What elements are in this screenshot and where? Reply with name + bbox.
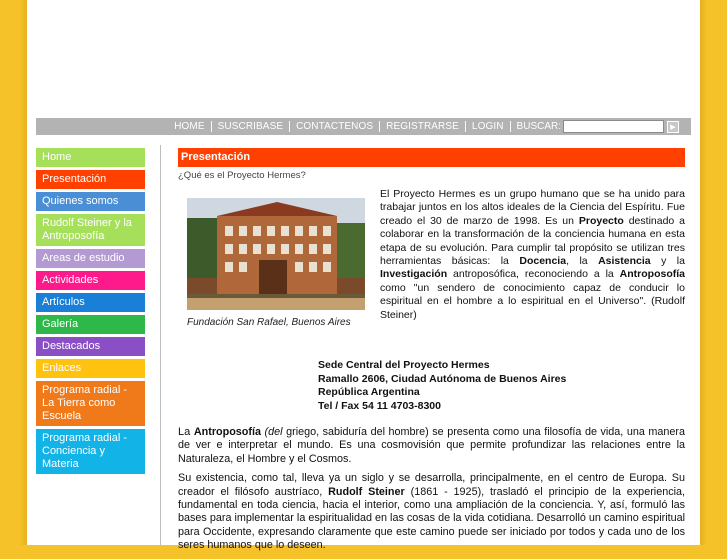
address-line: República Argentina — [318, 386, 420, 399]
page — [27, 0, 700, 552]
intro-text: y la — [650, 255, 685, 268]
intro-bold: Docencia — [519, 255, 567, 268]
sidebar-item-articulos[interactable]: Artículos — [36, 293, 145, 312]
intro-text: , la — [566, 255, 599, 268]
sidebar-item-radio-conciencia[interactable]: Programa radial - Conciencia y Materia — [36, 429, 145, 474]
intro-text: El Proyecto Hermes es un grupo humano que se ha unido para trabajar juntos en los altos ideales de la Ciencia del Espíritu. Fue creado el 30 de marzo de 1998. Es un — [380, 188, 685, 227]
intro-bold: Proyecto — [578, 214, 624, 227]
para-italic: (del — [261, 426, 283, 438]
para-text: La — [178, 426, 194, 438]
intro-text: antroposófica, reconociendo a la — [447, 268, 620, 281]
nav-login[interactable]: LOGIN — [471, 121, 504, 132]
address-line: Sede Central del Proyecto Hermes — [318, 359, 490, 371]
nav-separator — [465, 121, 466, 132]
main-content — [178, 148, 686, 552]
address-line: Ramallo 2606, Ciudad Autónoma de Buenos Aires — [318, 372, 567, 385]
nav-contactenos[interactable]: CONTACTENOS — [296, 121, 374, 132]
intro-text: destinado a colaborar en la transformación de la conciencia humana en esta etapa de su evolución. Para cumplir tal propósito se utilizan tres herramientas básicas: la — [380, 214, 686, 268]
sidebar-item-radio-tierra[interactable]: Programa radial - La Tierra como Escuela — [36, 381, 145, 426]
nav-separator — [510, 121, 511, 132]
para-bold: Rudolf Steiner — [328, 485, 405, 498]
nav-separator — [289, 121, 290, 132]
top-navigation — [36, 118, 691, 135]
para-text: Su existencia, como tal, lleva ya un siglo y se desarrolla, principalmente, en el centro de Europa. Su creador el filósofo austríaco, — [178, 472, 685, 498]
sidebar-item-enlaces[interactable]: Enlaces — [36, 359, 145, 378]
para-bold: Antroposofía — [193, 426, 262, 438]
photo-block — [187, 198, 365, 328]
intro-paragraph — [380, 188, 685, 322]
fundacion-photo — [187, 198, 365, 310]
page-shadow-right — [700, 0, 707, 545]
address-line: Tel / Fax 54 11 4703-8300 — [318, 399, 441, 412]
sidebar-item-destacados[interactable]: Destacados — [36, 337, 145, 356]
sidebar-item-home[interactable]: Home — [36, 148, 145, 167]
sidebar-item-quienes-somos[interactable]: Quienes somos — [36, 192, 145, 211]
intro-bold: Antroposofía — [619, 268, 685, 281]
nav-registrarse[interactable]: REGISTRARSE — [386, 121, 459, 132]
intro-text: como "un sendero de conocimiento capaz de conducir lo espiritual en el hombre a lo espiritual en el Universo". (Rudolf Steiner) — [380, 281, 685, 321]
address-block — [318, 359, 566, 413]
intro-bold: Investigación — [380, 268, 448, 281]
nav-home[interactable]: HOME — [174, 121, 205, 132]
intro-bold: Asistencia — [598, 255, 651, 268]
sidebar-item-actividades[interactable]: Actividades — [36, 271, 145, 290]
body-text — [178, 426, 685, 559]
paragraph-antroposofia — [178, 426, 685, 466]
sidebar — [36, 148, 145, 477]
para-text: (1861 - 1925), trasladó el principio de la experiencia, fundamental en toda ciencia, hacia el interior, como una ampliación de la conciencia. Y, así, formuló las bases para implementar la espiritualidad en las cosas de la vida cotidiana. Desarrolló un camino espiritual para Occidente, expresando claramente que este camino puede ser iniciado por todos y cada uno de los seres humanos que lo deseen. — [178, 485, 686, 552]
sidebar-item-presentacion[interactable]: Presentación — [36, 170, 145, 189]
nav-suscribase[interactable]: SUSCRIBASE — [217, 121, 284, 132]
sidebar-item-rudolf-steiner[interactable]: Rudolf Steiner y la Antroposofía — [36, 214, 145, 246]
section-subtitle: ¿Qué es el Proyecto Hermes? — [178, 170, 306, 181]
sidebar-item-areas-de-estudio[interactable]: Areas de estudio — [36, 249, 145, 268]
sidebar-divider — [160, 145, 161, 545]
nav-separator — [211, 121, 212, 132]
search-go-button[interactable] — [667, 121, 679, 133]
search-label: BUSCAR: — [516, 121, 561, 132]
arrow-right-icon: ▶ — [670, 123, 676, 131]
photo-caption: Fundación San Rafael, Buenos Aires — [187, 317, 351, 328]
page-shadow-left — [20, 0, 27, 545]
nav-separator — [379, 121, 380, 132]
sidebar-item-galeria[interactable]: Galería — [36, 315, 145, 334]
section-title: Presentación — [178, 148, 685, 167]
search-input[interactable] — [563, 120, 664, 133]
para-text: griego, sabiduría del hombre) se presenta como una filosofía de vida, una manera de ver e interpretar el mundo. Es una cosmovisión que permite profundizar las relaciones entre la Naturaleza, el Hombre y el Cosmos. — [178, 426, 685, 465]
paragraph-existencia — [178, 472, 685, 552]
